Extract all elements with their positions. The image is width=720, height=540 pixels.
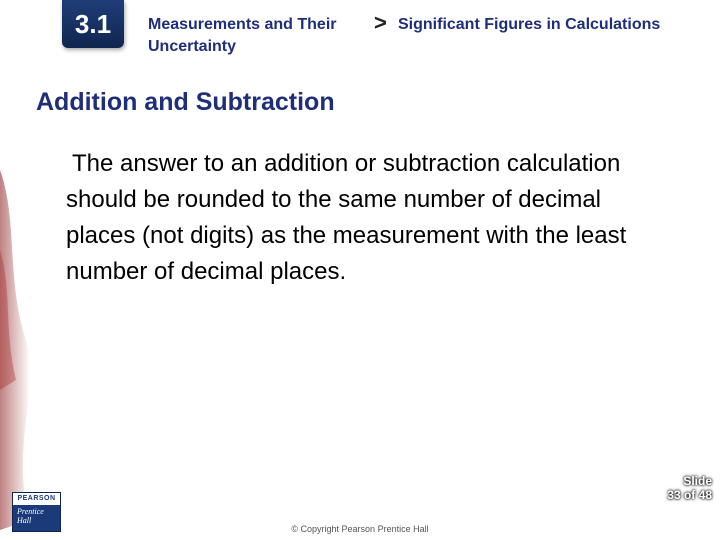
logo-line-prentice: Prentice — [17, 507, 44, 516]
slide-counter: 33 of 48 — [667, 488, 712, 502]
slide-title: Addition and Subtraction — [36, 88, 335, 116]
copyright-notice: © Copyright Pearson Prentice Hall — [291, 524, 429, 534]
slide-body-text: The answer to an addition or subtraction calculation should be rounded to the same number of decimal places (not digits) as the measurement with the least number of decimal places. — [66, 150, 627, 285]
logo-pearson-text: PEARSON — [13, 493, 60, 505]
section-number-badge: 3.1 — [62, 0, 124, 48]
decorative-side-ornament — [0, 130, 42, 530]
slide-number — [667, 474, 712, 502]
logo-line-hall: Hall — [17, 516, 32, 525]
chapter-title: Measurements and Their Uncertainty — [148, 16, 337, 55]
slide-label: Slide — [683, 474, 712, 488]
section-title: Significant Figures in Calculations — [398, 16, 661, 33]
breadcrumb-separator: > — [374, 10, 387, 35]
